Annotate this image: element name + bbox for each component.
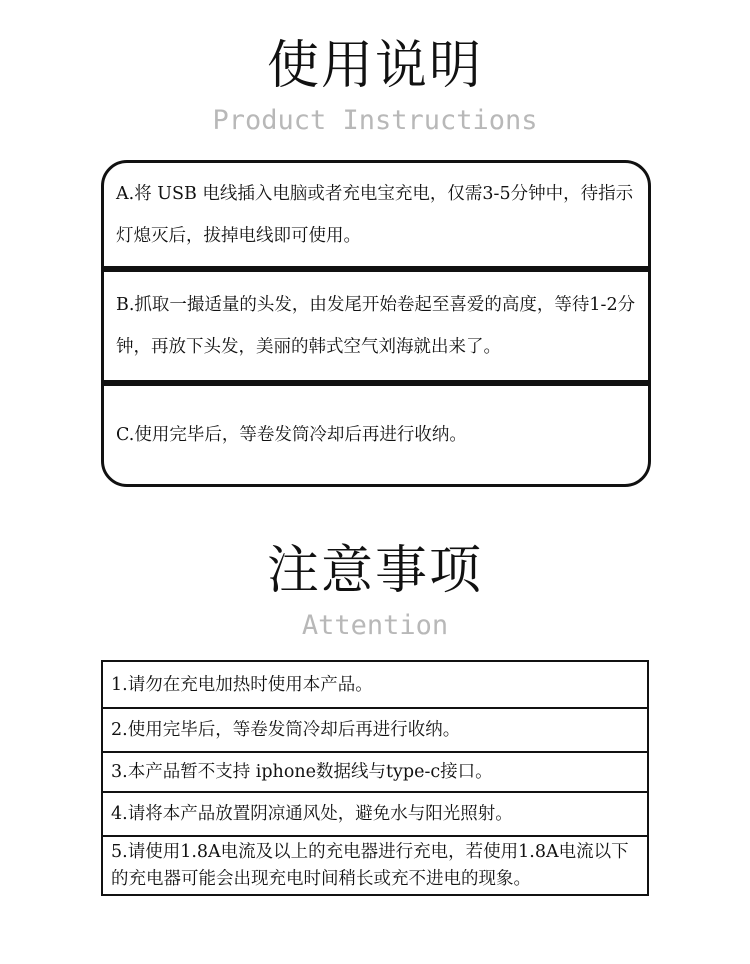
instruction-text-a: A.将 USB 电线插入电脑或者充电宝充电，仅需3-5分钟中，待指示灯熄灭后，拔掉电线即可使用。 bbox=[116, 183, 634, 246]
attention-text-4: 4.请将本产品放置阴凉通风处，避免水与阳光照射。 bbox=[111, 804, 513, 824]
attention-table bbox=[101, 660, 649, 896]
attention-row-3 bbox=[103, 753, 647, 793]
instruction-item-c bbox=[104, 386, 648, 484]
attention-text-2: 2.使用完毕后，等卷发筒冷却后再进行收纳。 bbox=[111, 720, 461, 740]
attention-row-1 bbox=[103, 662, 647, 709]
instruction-item-a bbox=[104, 163, 648, 266]
instruction-item-b bbox=[104, 272, 648, 380]
attention-row-4 bbox=[103, 793, 647, 837]
attention-text-1: 1.请勿在充电加热时使用本产品。 bbox=[111, 674, 373, 695]
attention-text-5: 5.请使用1.8A电流及以上的充电器进行充电，若使用1.8A电流以下的充电器可能会出现充电时间稍长或充不进电的现象。 bbox=[111, 841, 629, 889]
instructions-box bbox=[101, 160, 651, 487]
instructions-title: 使用说明 bbox=[266, 36, 483, 96]
instructions-subtitle: Product Instructions bbox=[212, 105, 538, 136]
instruction-text-b: B.抓取一撮适量的头发，由发尾开始卷起至喜爱的高度，等待1-2分钟，再放下头发，美丽的韩式空气刘海就出来了。 bbox=[116, 295, 636, 357]
attention-title: 注意事项 bbox=[266, 541, 483, 601]
attention-text-3: 3.本产品暂不支持 iphone数据线与type-c接口。 bbox=[111, 762, 493, 782]
attention-row-5 bbox=[103, 837, 647, 894]
attention-row-2 bbox=[103, 709, 647, 753]
instruction-text-c: C.使用完毕后，等卷发筒冷却后再进行收纳。 bbox=[116, 425, 467, 445]
attention-subtitle: Attention bbox=[301, 610, 449, 641]
